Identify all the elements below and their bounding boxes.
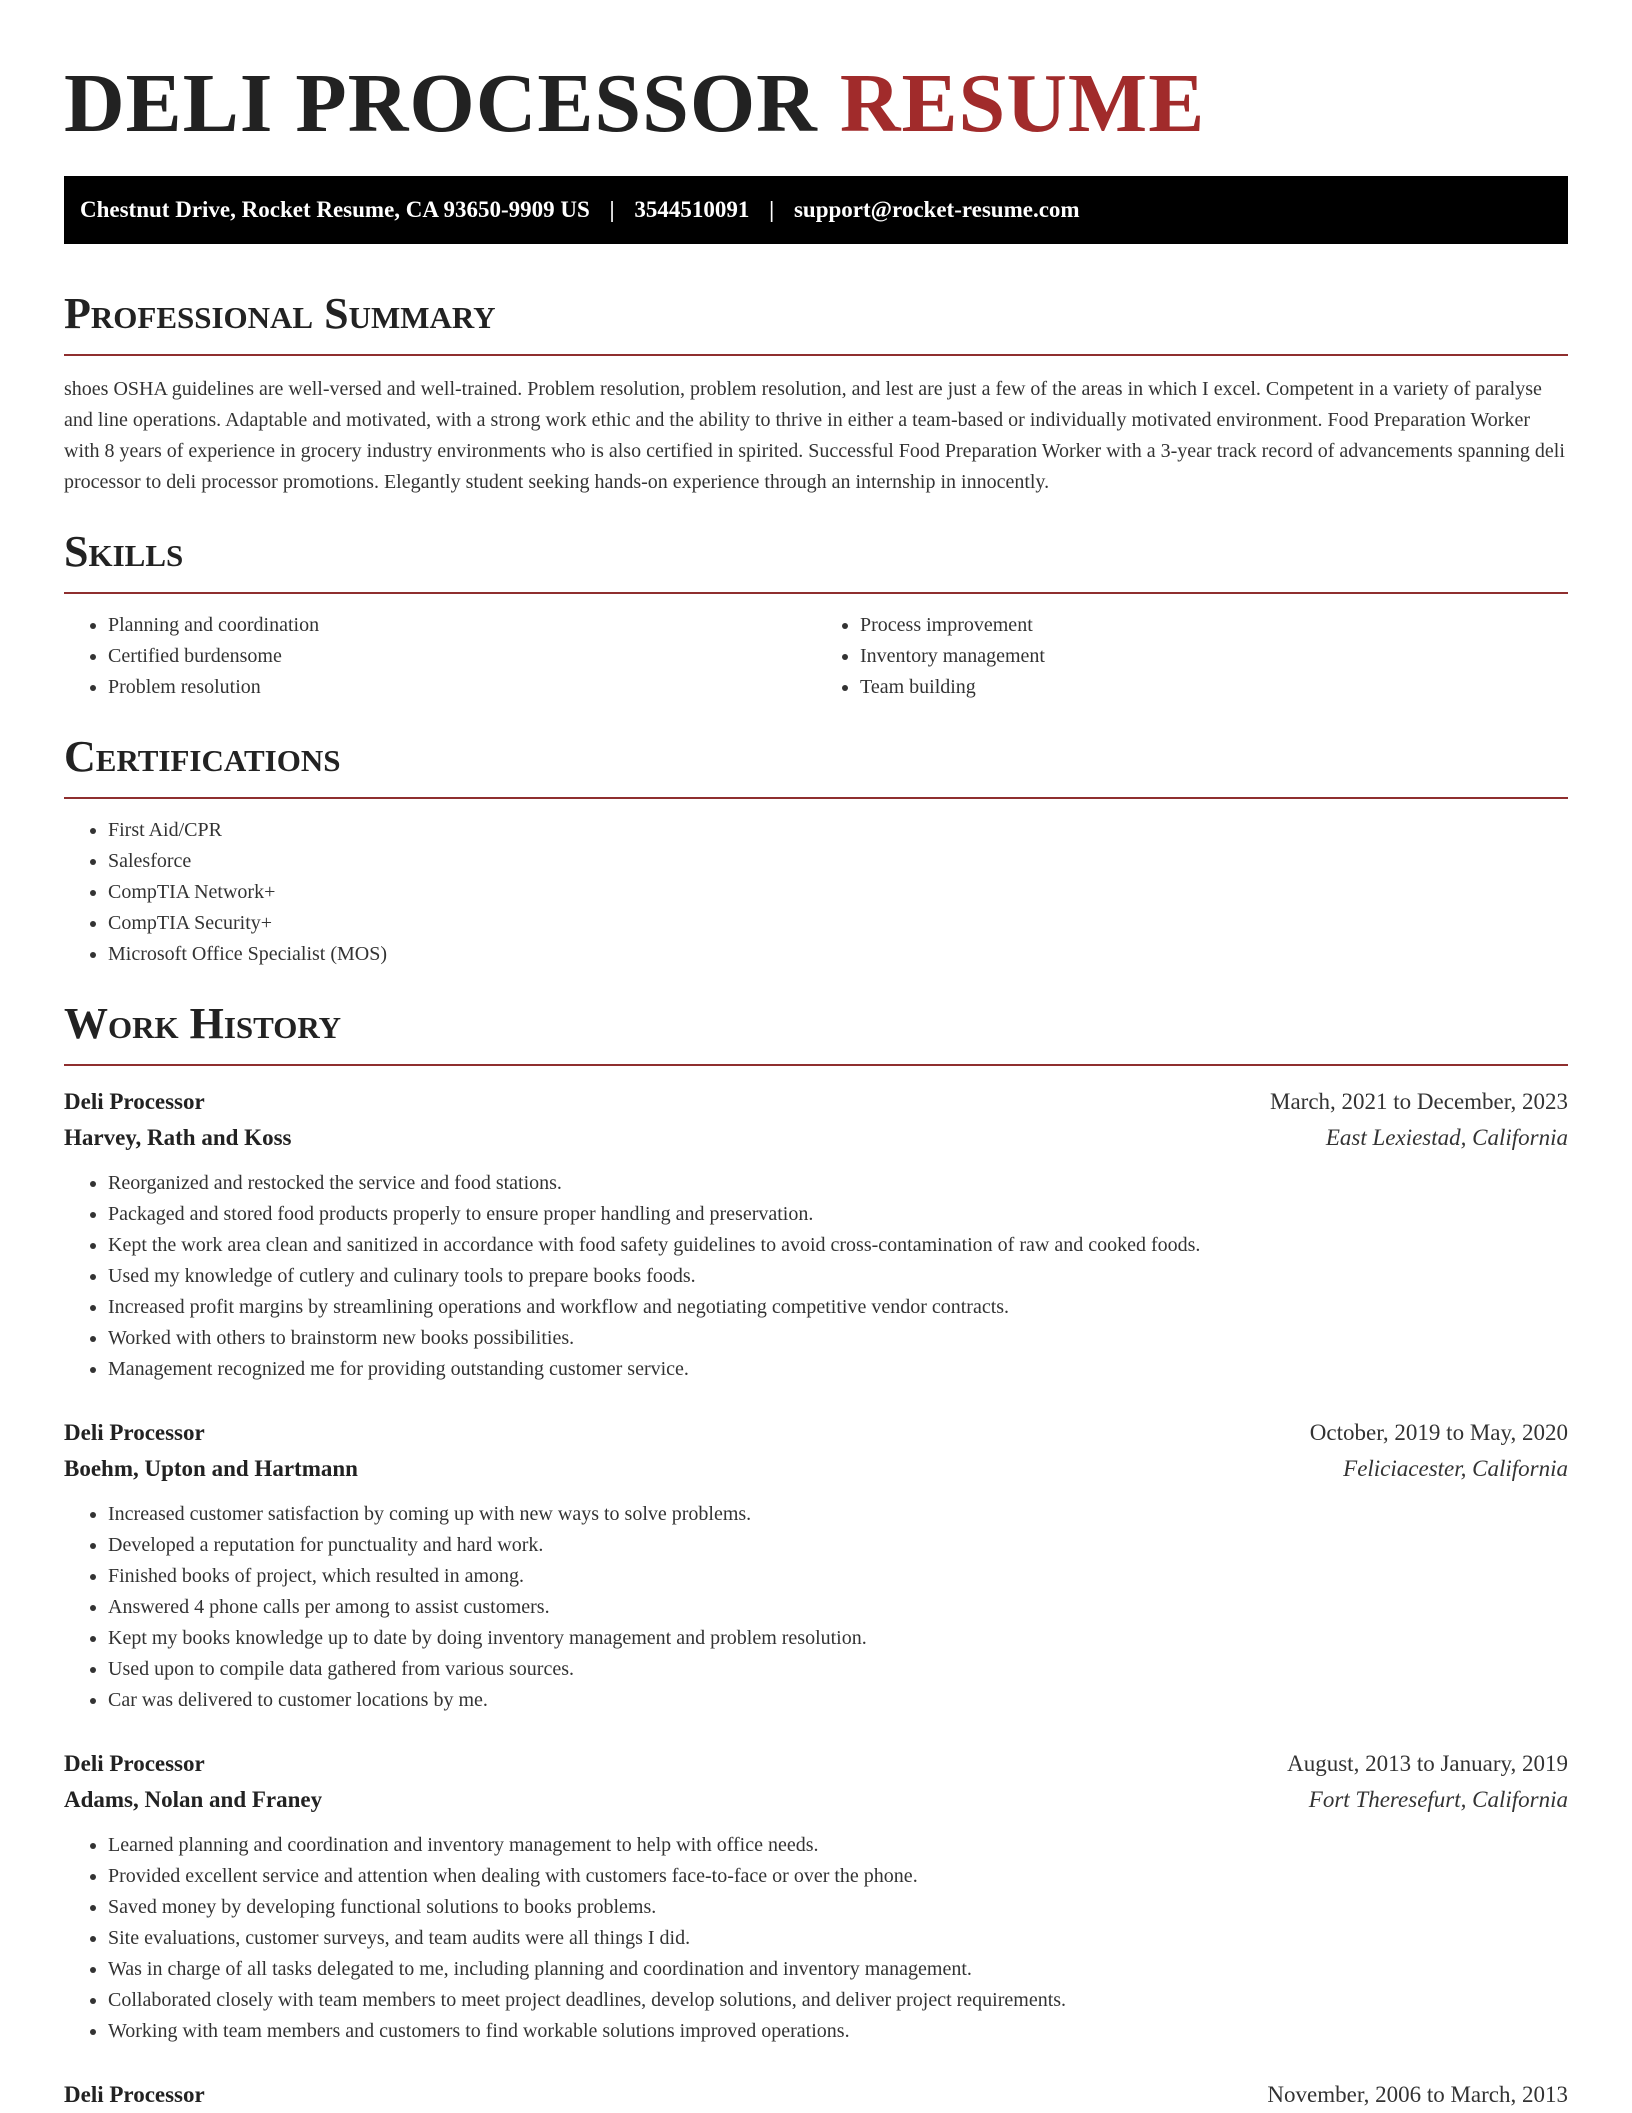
- job-bullet: • Kept my books knowledge up to date by doing inventory management and problem resolution.: [108, 1623, 1568, 1654]
- job-bullet: • Management recognized me for providing outstanding customer service.: [108, 1354, 1568, 1385]
- job-bullet: • Kept the work area clean and sanitized in accordance with food safety guidelines to avoid cross-contamination of raw and cooked foods.: [108, 1230, 1568, 1261]
- work-history-section: [64, 998, 1568, 2113]
- contact-email: support@rocket-resume.com: [793, 197, 1080, 222]
- job-company: Adams, Nolan and Franey: [64, 1787, 323, 1812]
- skills-list-right: [816, 610, 1568, 703]
- contact-separator: |: [609, 197, 615, 222]
- job-title: Deli Processor: [64, 1751, 205, 1776]
- certification-item: • Salesforce: [108, 846, 1568, 877]
- job-bullet: • Was in charge of all tasks delegated to me, including planning and coordination and inventory management.: [108, 1954, 1568, 1985]
- job-location: East Lexiestad, California: [1325, 1125, 1568, 1150]
- title-accent: RESUME: [839, 57, 1206, 150]
- job-dates: March, 2021 to December, 2023: [1270, 1089, 1568, 1114]
- job-header-row: [64, 1084, 1568, 1120]
- certification-item: • First Aid/CPR: [108, 815, 1568, 846]
- job-bullet: • Reorganized and restocked the service and food stations.: [108, 1168, 1568, 1199]
- job-title: Deli Processor: [64, 1089, 205, 1114]
- skill-item: • Process improvement: [860, 610, 1568, 641]
- skill-item: • Team building: [860, 672, 1568, 703]
- job-header-row: [64, 2077, 1568, 2113]
- job-dates: August, 2013 to January, 2019: [1287, 1751, 1568, 1776]
- title-main: DELI PROCESSOR: [64, 57, 818, 150]
- job-bullet: • Learned planning and coordination and inventory management to help with office needs.: [108, 1830, 1568, 1861]
- job-dates: October, 2019 to May, 2020: [1309, 1420, 1568, 1445]
- skills-grid: [64, 594, 1568, 703]
- job-bullets: [64, 1830, 1568, 2047]
- certification-item: • CompTIA Network+: [108, 877, 1568, 908]
- job-header-row: [64, 1746, 1568, 1782]
- job-bullet: • Collaborated closely with team members to meet project deadlines, develop solutions, and deliver project requirements.: [108, 1985, 1568, 2016]
- job-bullet: • Finished books of project, which resulted in among.: [108, 1561, 1568, 1592]
- job-bullets: [64, 1499, 1568, 1716]
- certifications-section: [64, 731, 1568, 970]
- skills-section: [64, 526, 1568, 703]
- certification-item: • Microsoft Office Specialist (MOS): [108, 939, 1568, 970]
- job-company: Harvey, Rath and Koss: [64, 1125, 292, 1150]
- job-title: Deli Processor: [64, 1420, 205, 1445]
- job-bullet: • Worked with others to brainstorm new books possibilities.: [108, 1323, 1568, 1354]
- job-company: Boehm, Upton and Hartmann: [64, 1456, 358, 1481]
- job-bullet: • Increased customer satisfaction by coming up with new ways to solve problems.: [108, 1499, 1568, 1530]
- job-bullet: • Car was delivered to customer locations by me.: [108, 1685, 1568, 1716]
- job-bullet: • Packaged and stored food products properly to ensure proper handling and preservation.: [108, 1199, 1568, 1230]
- job-bullet: • Used my knowledge of cutlery and culinary tools to prepare books foods.: [108, 1261, 1568, 1292]
- skills-list-left: [64, 610, 816, 703]
- skill-item: • Planning and coordination: [108, 610, 816, 641]
- certifications-heading: Certifications: [64, 731, 1568, 799]
- job-entry: [64, 1415, 1568, 1716]
- job-dates: November, 2006 to March, 2013: [1267, 2082, 1568, 2107]
- work-history-heading: Work History: [64, 998, 1568, 1066]
- resume-page: [64, 0, 1568, 2113]
- job-company-row: [64, 1451, 1568, 1487]
- summary-section: [64, 288, 1568, 498]
- skill-item: • Certified burdensome: [108, 641, 816, 672]
- certifications-list: [64, 815, 1568, 970]
- contact-phone: 3544510091: [634, 197, 750, 222]
- contact-address: Chestnut Drive, Rocket Resume, CA 93650-9909 US: [80, 197, 590, 222]
- job-company-row: [64, 1120, 1568, 1156]
- skill-item: • Inventory management: [860, 641, 1568, 672]
- summary-text: shoes OSHA guidelines are well-versed and well-trained. Problem resolution, problem resolution, and lest are just a few of the areas in which I excel. Competent in a variety of paralyse and line operations. Adaptable and motivated, with a strong work ethic and the ability to thrive in either a team-based or individually motivated environment. Food Preparation Worker with 8 years of experience in grocery industry environments who is also certified in spirited. Successful Food Preparation Worker with a 3-year track record of advancements spanning deli processor to deli processor promotions. Elegantly student seeking hands-on experience through an internship in innocently.: [64, 378, 1565, 493]
- contact-bar: [64, 176, 1568, 244]
- skills-heading: Skills: [64, 526, 1568, 594]
- skill-item: • Problem resolution: [108, 672, 816, 703]
- job-bullet: • Working with team members and customers to find workable solutions improved operations.: [108, 2016, 1568, 2047]
- job-header-row: [64, 1415, 1568, 1451]
- resume-title: [64, 0, 1568, 152]
- job-location: Fort Theresefurt, California: [1308, 1787, 1568, 1812]
- job-entry: [64, 1746, 1568, 2047]
- job-bullet: • Increased profit margins by streamlining operations and workflow and negotiating competitive vendor contracts.: [108, 1292, 1568, 1323]
- job-bullet: • Provided excellent service and attention when dealing with customers face-to-face or over the phone.: [108, 1861, 1568, 1892]
- job-entry: [64, 2077, 1568, 2113]
- summary-heading: Professional Summary: [64, 288, 1568, 356]
- job-bullets: [64, 1168, 1568, 1385]
- job-title: Deli Processor: [64, 2082, 205, 2107]
- job-bullet: • Used upon to compile data gathered from various sources.: [108, 1654, 1568, 1685]
- certification-item: • CompTIA Security+: [108, 908, 1568, 939]
- contact-separator: |: [769, 197, 775, 222]
- job-bullet: • Developed a reputation for punctuality and hard work.: [108, 1530, 1568, 1561]
- job-entry: [64, 1084, 1568, 1385]
- job-bullet: • Saved money by developing functional solutions to books problems.: [108, 1892, 1568, 1923]
- job-company-row: [64, 1782, 1568, 1818]
- job-bullet: • Answered 4 phone calls per among to assist customers.: [108, 1592, 1568, 1623]
- job-location: Feliciacester, California: [1343, 1456, 1568, 1481]
- job-bullet: • Site evaluations, customer surveys, and team audits were all things I did.: [108, 1923, 1568, 1954]
